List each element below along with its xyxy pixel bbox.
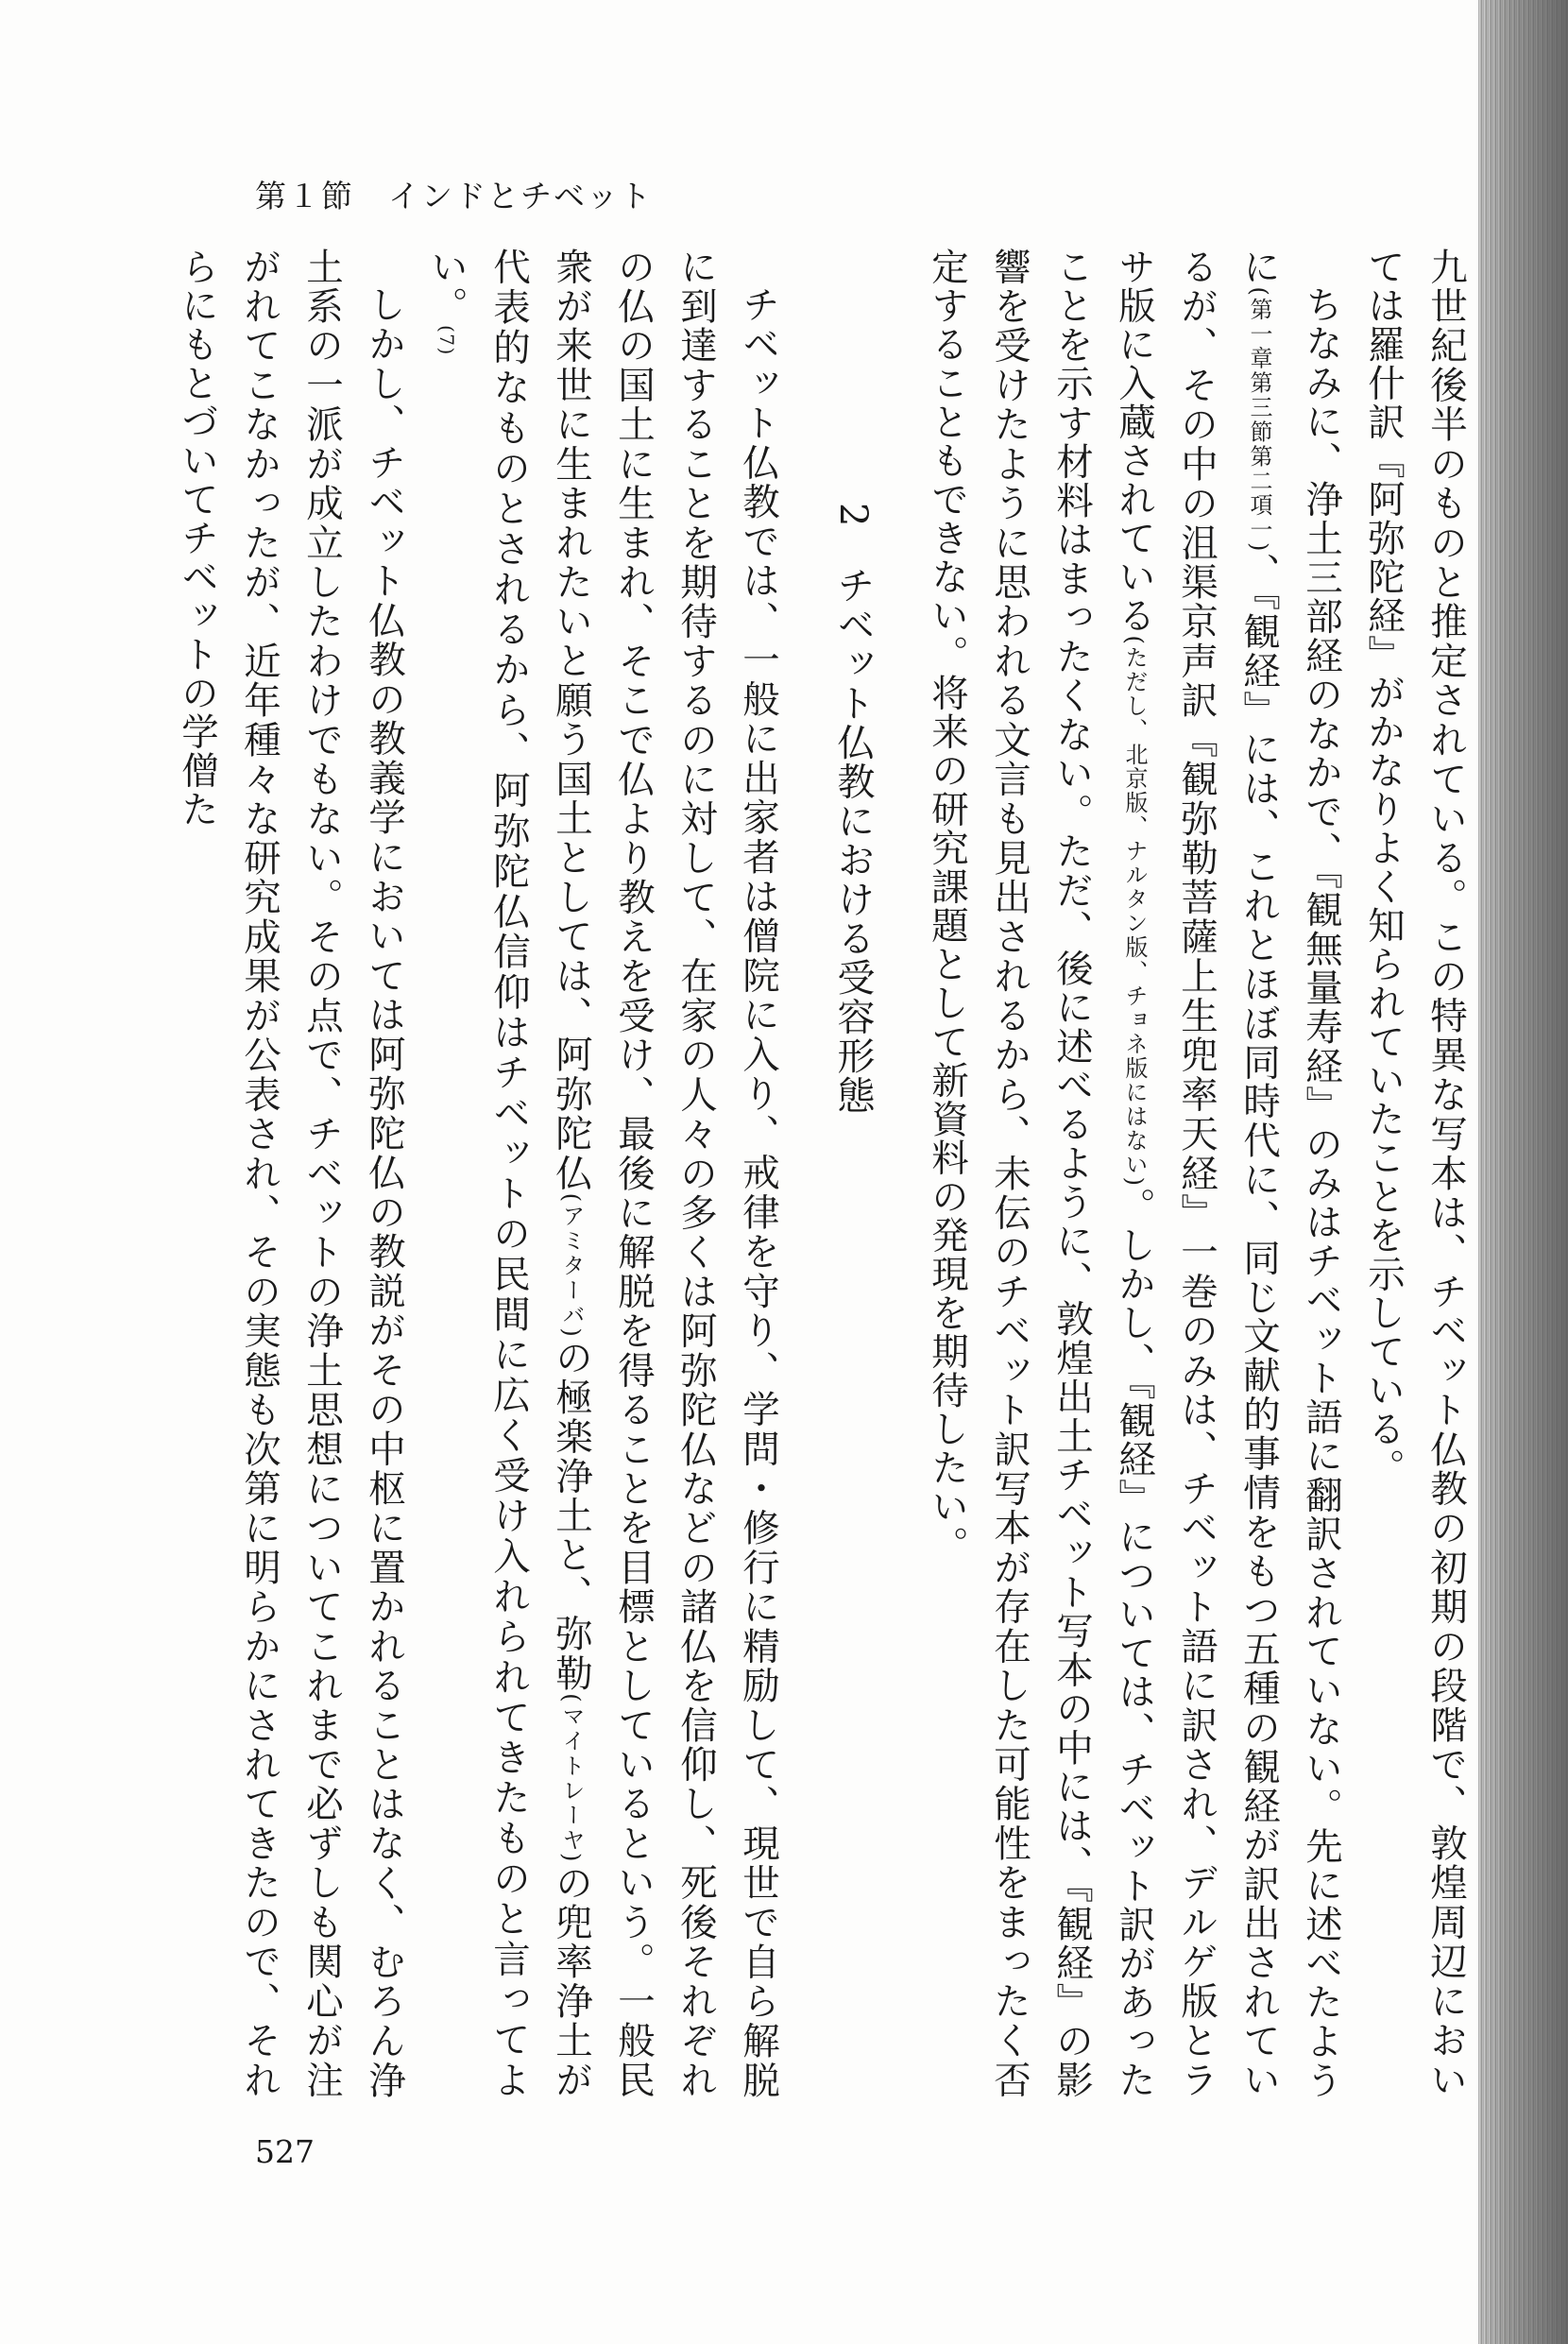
section-heading-title: チベット仏教における受容形態 (831, 565, 875, 1115)
paragraph-2-ref-b: 一) (1246, 518, 1272, 553)
paragraph-3-gloss-maitreya: (マイトレーヤ) (558, 1693, 585, 1863)
line-1: 九世紀後半のものと推定されている。この特異な写本は、チベット仏教の初期の段階で、敦煌周辺においては羅什訳 (1362, 248, 1468, 2099)
paragraph-2-text-a: ちなみに、浄土三部経のなかで、『観無量寿経』のみはチベット語に翻訳されていない。先に述べたように (1237, 248, 1343, 2100)
paragraph-1 (1353, 248, 1477, 2099)
running-head-title: インドとチベット (388, 178, 653, 214)
line-2: 『阿弥陀経』がかなりよく知られていたことを示している。 (1362, 441, 1406, 1487)
section-heading-number: 2 (831, 503, 875, 528)
paragraph-4-text: しかし、チベット仏教の教義学においては阿弥陀仏の教説がその中枢に置かれることはなく、むろん浄土系の一派が成立したわけでもない。その点で、チベットの浄土思想についてこれまで必ずしも関心が注がれてこなかったが、近年種々な研究成果が公表され、その実態も次第に明らかにされてきたので、それらにもとづいてチベットの学僧た (176, 248, 406, 2099)
paragraph-3-gloss-amitabha: (アミターバ) (558, 1192, 585, 1339)
paragraph-2-text-b: 、『観経』には、これとほぼ同時代に、同じ文献的事情をもつ五種の観経が訳出されているが、その中の沮渠京声訳『観弥勒菩薩上生兜率天経』一巻のみは、チベット語に訳され、デルゲ版とラサ版に入蔵されている (1113, 248, 1281, 2100)
paragraph-4 (166, 248, 416, 2099)
paragraph-2-ref-a: (第一章第三節第二項 (1246, 286, 1272, 519)
paragraph-3-text-c: の兜率浄土が代表的なものとされるから、阿弥陀仏信仰はチベットの民間に広く受け入れられてきたものと言ってよい。 (425, 248, 593, 2100)
page-number: 527 (255, 2133, 315, 2170)
paragraph-2-text-c: 。しかし、『観経』については、チベット訳があったことを示す材料はまったくない。ただ、後に述べるように、敦煌出土チベット写本の中には、『観経』の影響を受けたように思われる文言も見出されるから、未伝のチベット訳写本が存在した可能性をまったく否定することもできない。将来の研究課題として新資料の発現を期待したい。 (926, 248, 1156, 2100)
paragraph-2-parenthetical: (ただし、北京版、ナルタン版、チョネ版にはない) (1121, 635, 1148, 1188)
body-text (176, 248, 1477, 2100)
paragraph-3 (416, 248, 790, 2099)
paragraph-3-text-a: チベット仏教では、一般に出家者は僧院に入り、戒律を守り、学問・修行に精励して、現世で自ら解脱に到達することを期待するのに対して、在家の人々の多くは阿弥陀仏などの諸仏を信仰し、死後それぞれの仏の国土に生まれ、そこで仏より教えを受け、最後に解脱を得ることを目標としているという。一般民衆が来世に生まれたいと願う国土としては、阿弥陀仏 (550, 248, 780, 2099)
running-head-section: 第１節 (255, 178, 354, 214)
paragraph-2 (916, 248, 1353, 2099)
binding-shadow (1478, 0, 1568, 2344)
running-head (255, 172, 822, 219)
footnote-marker: (7) (435, 325, 458, 356)
paragraph-3-text-b: の極楽浄土と、弥勒 (550, 1338, 593, 1694)
section-heading (822, 248, 884, 2099)
